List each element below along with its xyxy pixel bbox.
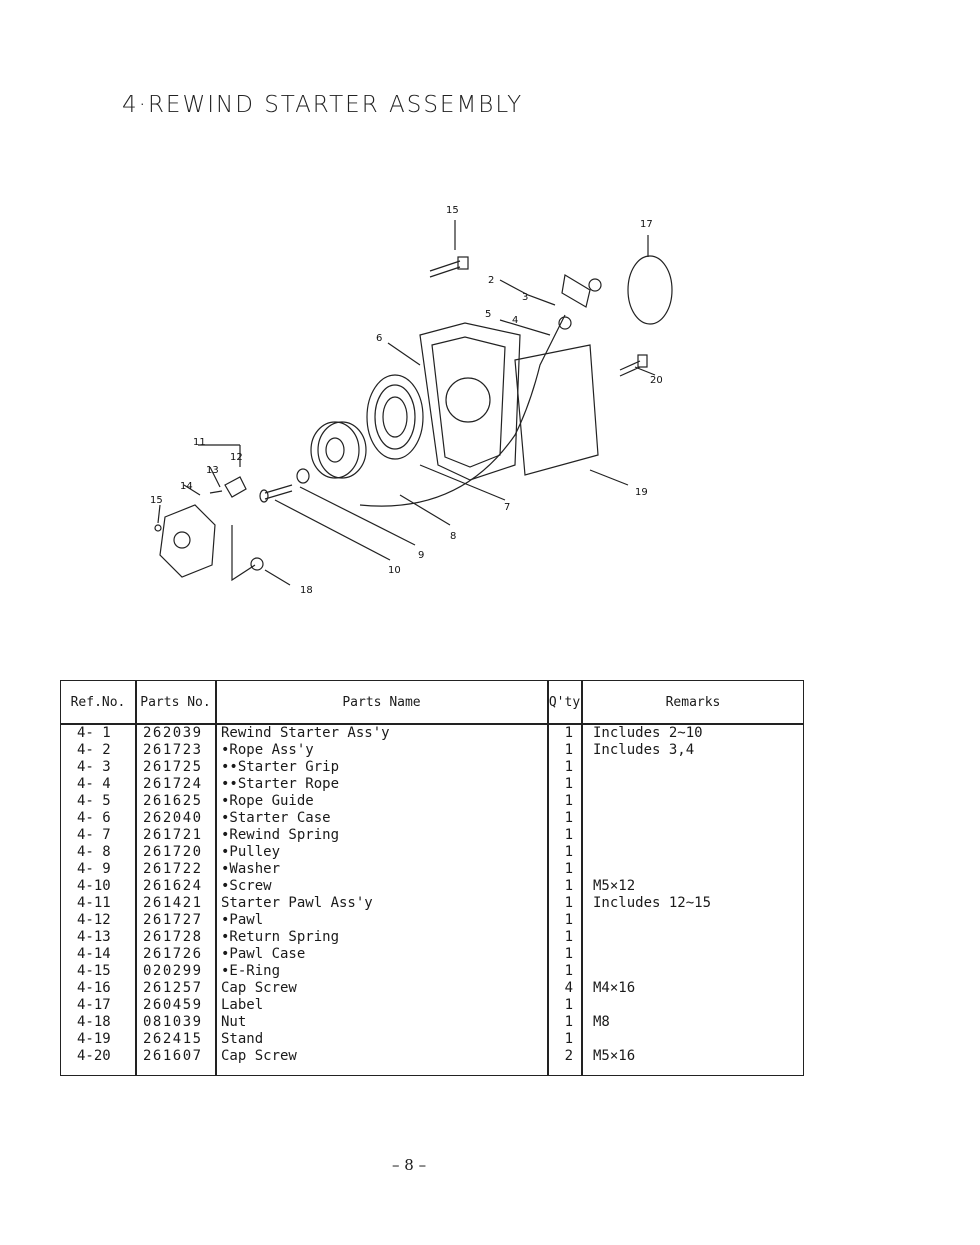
table-row: 4-17 260459 Label 1 [77, 997, 573, 1013]
header-ref: Ref.No. [70, 694, 126, 710]
table-row: 4- 4 261724 ••Starter Rope 1 [77, 776, 573, 792]
leader-15-left [158, 505, 160, 523]
table-row: 4-11 261421 Starter Pawl Ass'y 1 Includes 12~15 [77, 895, 712, 911]
table-row: 4-14 261726 •Pawl Case 1 [77, 946, 573, 962]
table-row: 4-18 081039 Nut 1 M8 [77, 1014, 610, 1030]
table-row: 4- 3 261725 ••Starter Grip 1 [77, 759, 573, 775]
callout-15-top: 15 [446, 205, 459, 216]
table-row: 4- 8 261720 •Pulley 1 [77, 844, 573, 860]
page-number: – 8 – [392, 1156, 427, 1174]
table-row: 4-16 261257 Cap Screw 4 M4×16 [77, 980, 636, 996]
table-row: 4-10 261624 •Screw 1 M5×12 [77, 878, 636, 894]
callout-14: 14 [180, 481, 193, 492]
screw-head [260, 490, 268, 502]
table-row: 4- 9 261722 •Washer 1 [77, 861, 573, 877]
e-ring-shape [155, 525, 161, 531]
callout-19: 19 [635, 487, 648, 498]
rewind-spring-inner [383, 397, 407, 437]
table-row: 4- 6 262040 •Starter Case 1 [77, 810, 573, 826]
table-row: 4-19 262415 Stand 1 [77, 1031, 573, 1047]
header-qty: Q'ty [548, 694, 581, 710]
callout-15-left: 15 [150, 495, 163, 506]
pulley-hub [326, 438, 344, 462]
callout-8: 8 [450, 531, 457, 542]
table-row: 4- 1 262039 Rewind Starter Ass'y 1 Includes 2~10 [77, 725, 703, 741]
leader-19 [590, 470, 628, 485]
starter-case-inner [432, 337, 505, 467]
grip-ring [589, 279, 601, 291]
table-row: 4- 2 261723 •Rope Ass'y 1 Includes 3,4 [77, 742, 695, 758]
rewind-spring-mid [375, 385, 415, 449]
starter-grip-shape [562, 275, 590, 307]
leader-18a [232, 525, 255, 580]
starter-case-hub [446, 378, 490, 422]
callout-4: 4 [512, 315, 519, 326]
leader-6 [388, 343, 420, 365]
callout-18: 18 [300, 585, 313, 596]
table-row: 4-20 261607 Cap Screw 2 M5×16 [77, 1048, 636, 1064]
washer-shape [297, 469, 309, 483]
return-spring-shape [210, 491, 222, 493]
table-row: 4-12 261727 •Pawl 1 [77, 912, 573, 928]
callout-6: 6 [376, 333, 383, 344]
callout-12: 12 [230, 452, 243, 463]
leader-7 [420, 465, 505, 500]
callout-13: 13 [206, 465, 219, 476]
screw-shaft [265, 485, 292, 499]
callout-2: 2 [488, 275, 495, 286]
header-parts-no: Parts No. [140, 694, 211, 710]
cap-screw-16-shaft [430, 261, 460, 277]
table-row: 4- 5 261625 •Rope Guide 1 [77, 793, 573, 809]
cap-screw-20-shaft [620, 361, 640, 376]
nut-shape [251, 558, 263, 570]
table-row: 4-15 020299 •E-Ring 1 [77, 963, 573, 979]
leader-20 [635, 367, 655, 375]
rope-shape [360, 315, 565, 506]
callout-5: 5 [485, 309, 492, 320]
section-title: 4·REWIND STARTER ASSEMBLY [122, 92, 524, 118]
header-remarks: Remarks [665, 694, 721, 710]
callout-3: 3 [522, 292, 529, 303]
parts-table [60, 680, 804, 1076]
callout-11: 11 [193, 437, 206, 448]
stand-shape [515, 345, 598, 475]
callout-20: 20 [650, 375, 663, 386]
header-parts-name: Parts Name [342, 694, 421, 710]
callout-9: 9 [418, 550, 425, 561]
callout-17: 17 [640, 219, 653, 230]
leader-9 [300, 487, 415, 545]
leader-18b [265, 570, 290, 585]
pawl-shape [225, 477, 246, 497]
table-row: 4- 7 261721 •Rewind Spring 1 [77, 827, 573, 843]
label-shape [628, 256, 672, 324]
leader-8 [400, 495, 450, 525]
pawl-case-shape [160, 505, 215, 577]
leader-10 [275, 500, 390, 560]
table-row: 4-13 261728 •Return Spring 1 [77, 929, 573, 945]
pawl-case-hub [174, 532, 190, 548]
callout-10: 10 [388, 565, 401, 576]
callout-7: 7 [504, 502, 511, 513]
exploded-diagram-svg [120, 195, 700, 615]
exploded-diagram [120, 195, 700, 615]
